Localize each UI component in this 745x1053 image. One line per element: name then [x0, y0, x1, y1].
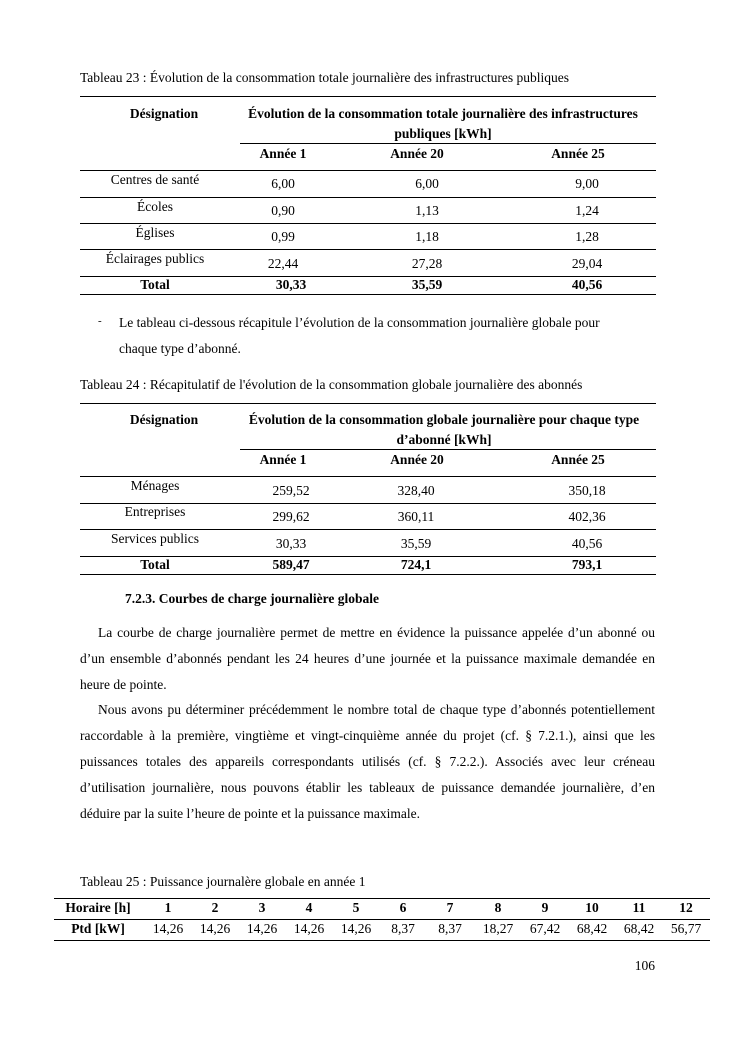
table-cell: 35,59	[411, 277, 443, 292]
table23-col-year20: Année 20	[390, 146, 444, 161]
table-cell: 30,33	[275, 277, 307, 292]
table23-header-rule	[80, 170, 656, 171]
table25-mid-rule	[54, 919, 710, 920]
table-cell: 22,44	[267, 256, 299, 271]
table25-hour-cell: 2	[211, 900, 219, 915]
table25-power-cell: 8,37	[391, 921, 415, 936]
table25-power-cell: 14,26	[152, 921, 184, 936]
table-cell: 40,56	[571, 536, 603, 551]
table24-col-year25: Année 25	[551, 452, 605, 467]
table23-total-label: Total	[140, 277, 170, 292]
table24-designation-header: Désignation	[129, 412, 199, 427]
table-cell: 402,36	[568, 509, 606, 524]
table-cell: 1,28	[575, 229, 599, 244]
table-cell: 35,59	[400, 536, 432, 551]
table25-hour-cell: 1	[164, 900, 172, 915]
table-cell: 350,18	[568, 483, 606, 498]
table24-header-rule	[80, 476, 656, 477]
table23-top-rule	[80, 96, 656, 97]
table23-caption: Tableau 23 : Évolution de la consommation totale journalière des infrastructures publiques	[80, 70, 570, 85]
table24-bottom-rule	[80, 574, 656, 575]
table-cell: 0,90	[271, 203, 295, 218]
page-number: 106	[634, 958, 655, 973]
table25-power-cell: 14,26	[199, 921, 231, 936]
table-cell: 1,24	[575, 203, 599, 218]
table-cell: 360,11	[397, 509, 435, 524]
table25-hour-cell: 6	[399, 900, 407, 915]
table23-bottom-rule	[80, 294, 656, 295]
table25-power-cell: 14,26	[293, 921, 325, 936]
table25-hour-cell: 5	[352, 900, 360, 915]
table-row-label: Ménages	[130, 478, 180, 493]
table24-col-year20: Année 20	[390, 452, 444, 467]
paragraph-1: La courbe de charge journalière permet de mettre en évidence la puissance appelée d’un abonné ou d’un ensemble d’abonnés pendant les 24 heures d’une journée et la puissance maximale demandée en heure de pointe.	[80, 625, 655, 692]
table-row-label: Entreprises	[124, 504, 186, 519]
table25-row1-label: Horaire [h]	[65, 900, 131, 915]
table-cell: 6,00	[415, 176, 439, 191]
table23-row-rule	[80, 197, 656, 198]
table25-top-rule	[54, 898, 710, 899]
table25-hour-cell: 11	[632, 900, 646, 915]
body-paragraphs	[80, 620, 655, 826]
table23-row-rule	[80, 249, 656, 250]
table24-top-rule	[80, 403, 656, 404]
section-heading: 7.2.3. Courbes de charge journalière globale	[125, 591, 379, 606]
table-cell: 29,04	[571, 256, 603, 271]
table-row-label: Églises	[135, 225, 175, 240]
table-cell: 6,00	[271, 176, 295, 191]
table25-power-cell: 8,37	[438, 921, 462, 936]
table-row-label: Éclairages publics	[105, 251, 205, 266]
table25-power-cell: 14,26	[340, 921, 372, 936]
table-cell: 27,28	[411, 256, 443, 271]
table-cell: 0,99	[271, 229, 295, 244]
table24-total-label: Total	[140, 557, 170, 572]
table24-caption: Tableau 24 : Récapitulatif de l'évolution de la consommation globale journalière des abonnés	[80, 377, 583, 392]
table25-hour-cell: 3	[258, 900, 266, 915]
table24-group-header: Évolution de la consommation globale journalière pour chaque type d’abonné [kWh]	[248, 412, 640, 447]
table-cell: 1,18	[415, 229, 439, 244]
table25-bottom-rule	[54, 940, 710, 941]
table25-hour-cell: 4	[305, 900, 313, 915]
table25-caption: Tableau 25 : Puissance journalère globale en année 1	[80, 874, 366, 889]
table25-hour-cell: 8	[494, 900, 502, 915]
table23-col-year1: Année 1	[259, 146, 307, 161]
table25-power-cell: 68,42	[576, 921, 608, 936]
table25-hour-cell: 9	[541, 900, 549, 915]
bullet-text	[119, 310, 656, 362]
table24-col-year1: Année 1	[259, 452, 307, 467]
table23-col-year25: Année 25	[551, 146, 605, 161]
table25-power-cell: 14,26	[246, 921, 278, 936]
table-cell: 589,47	[272, 557, 310, 572]
table-cell: 9,00	[575, 176, 599, 191]
table25-power-cell: 18,27	[482, 921, 514, 936]
table25-row2-label: Ptd [kW]	[71, 921, 125, 936]
table-cell: 30,33	[275, 536, 307, 551]
table25-power-cell: 67,42	[529, 921, 561, 936]
table-cell: 724,1	[400, 557, 432, 572]
table25-hour-cell: 12	[679, 900, 693, 915]
table-cell: 1,13	[415, 203, 439, 218]
table-cell: 328,40	[397, 483, 435, 498]
table23-row-rule	[80, 223, 656, 224]
bullet-line-1: Le tableau ci-dessous récapitule l’évolution de la consommation journalière globale pour	[119, 315, 600, 330]
table25-power-cell: 56,77	[670, 921, 702, 936]
table-cell: 259,52	[272, 483, 310, 498]
table25-hour-cell: 7	[446, 900, 454, 915]
table24-row-rule	[80, 529, 656, 530]
table-cell: 299,62	[272, 509, 310, 524]
table-cell: 793,1	[571, 557, 603, 572]
table-row-label: Centres de santé	[110, 172, 200, 187]
table23-group-header: Évolution de la consommation totale journalière des infrastructures publiques [kWh]	[248, 106, 638, 141]
paragraph-2: Nous avons pu déterminer précédemment le nombre total de chaque type d’abonnés potentiellement raccordable à la première, vingtième et vingt-cinquième année du projet (cf. § 7.2.1.), ainsi que les puissances totales des appareils correspondants utilisés (cf. § 7.2.2.). Associés avec leur créneau d’utilisation journalière, nous pouvons établir les tableaux de puissance demandée journalière, d’en déduire par la suite l’heure de pointe et la puissance maximale.	[80, 702, 655, 821]
bullet-mark: -	[98, 315, 102, 327]
bullet-line-2: chaque type d’abonné.	[119, 340, 241, 356]
table25-hour-cell: 10	[585, 900, 599, 915]
table25-power-cell: 68,42	[623, 921, 655, 936]
table-row-label: Écoles	[137, 199, 173, 214]
table-cell: 40,56	[571, 277, 603, 292]
table23-designation-header: Désignation	[129, 106, 199, 121]
table-row-label: Services publics	[110, 531, 200, 546]
